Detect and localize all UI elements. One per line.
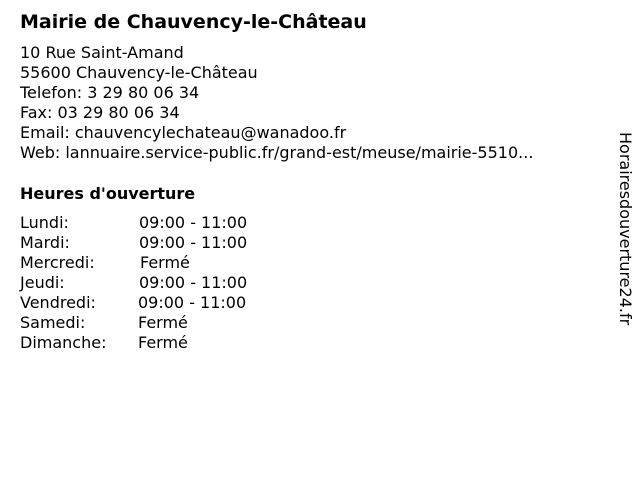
hours-row-friday bbox=[20, 293, 320, 313]
day-label: Mardi: bbox=[20, 233, 70, 252]
day-hours: Fermé bbox=[140, 253, 190, 272]
day-label: Mercredi: bbox=[20, 253, 95, 272]
day-hours: 09:00 - 11:00 bbox=[139, 233, 248, 252]
hours-row-wednesday bbox=[20, 253, 320, 273]
hours-row-sunday bbox=[20, 333, 320, 353]
contact-block bbox=[20, 43, 533, 163]
day-label: Vendredi: bbox=[20, 293, 96, 312]
fax-number: Fax: 03 29 80 06 34 bbox=[20, 103, 180, 122]
email-address: Email: chauvencylechateau@wanadoo.fr bbox=[20, 123, 347, 142]
hours-row-monday bbox=[20, 213, 320, 233]
day-label: Jeudi: bbox=[20, 273, 65, 292]
hours-row-saturday bbox=[20, 313, 320, 333]
site-watermark: Horairesdouverture24.fr bbox=[616, 132, 635, 326]
opening-hours-list bbox=[20, 213, 320, 353]
day-label: Samedi: bbox=[20, 313, 86, 332]
hours-heading: Heures d'ouverture bbox=[20, 184, 196, 203]
day-label: Dimanche: bbox=[20, 333, 107, 352]
day-hours: 09:00 - 11:00 bbox=[139, 273, 248, 292]
day-hours: Fermé bbox=[138, 313, 188, 332]
website-link: Web: lannuaire.service-public.fr/grand-est/meuse/mairie-5510... bbox=[20, 143, 534, 162]
address-street: 10 Rue Saint-Amand bbox=[20, 43, 184, 62]
page-title: Mairie de Chauvency-le-Château bbox=[20, 11, 367, 33]
hours-row-thursday bbox=[20, 273, 320, 293]
day-hours: 09:00 - 11:00 bbox=[139, 213, 248, 232]
phone-number: Telefon: 3 29 80 06 34 bbox=[20, 83, 200, 102]
hours-row-tuesday bbox=[20, 233, 320, 253]
day-hours: 09:00 - 11:00 bbox=[138, 293, 247, 312]
day-hours: Fermé bbox=[138, 333, 188, 352]
day-label: Lundi: bbox=[20, 213, 69, 232]
address-city: 55600 Chauvency-le-Château bbox=[20, 63, 258, 82]
